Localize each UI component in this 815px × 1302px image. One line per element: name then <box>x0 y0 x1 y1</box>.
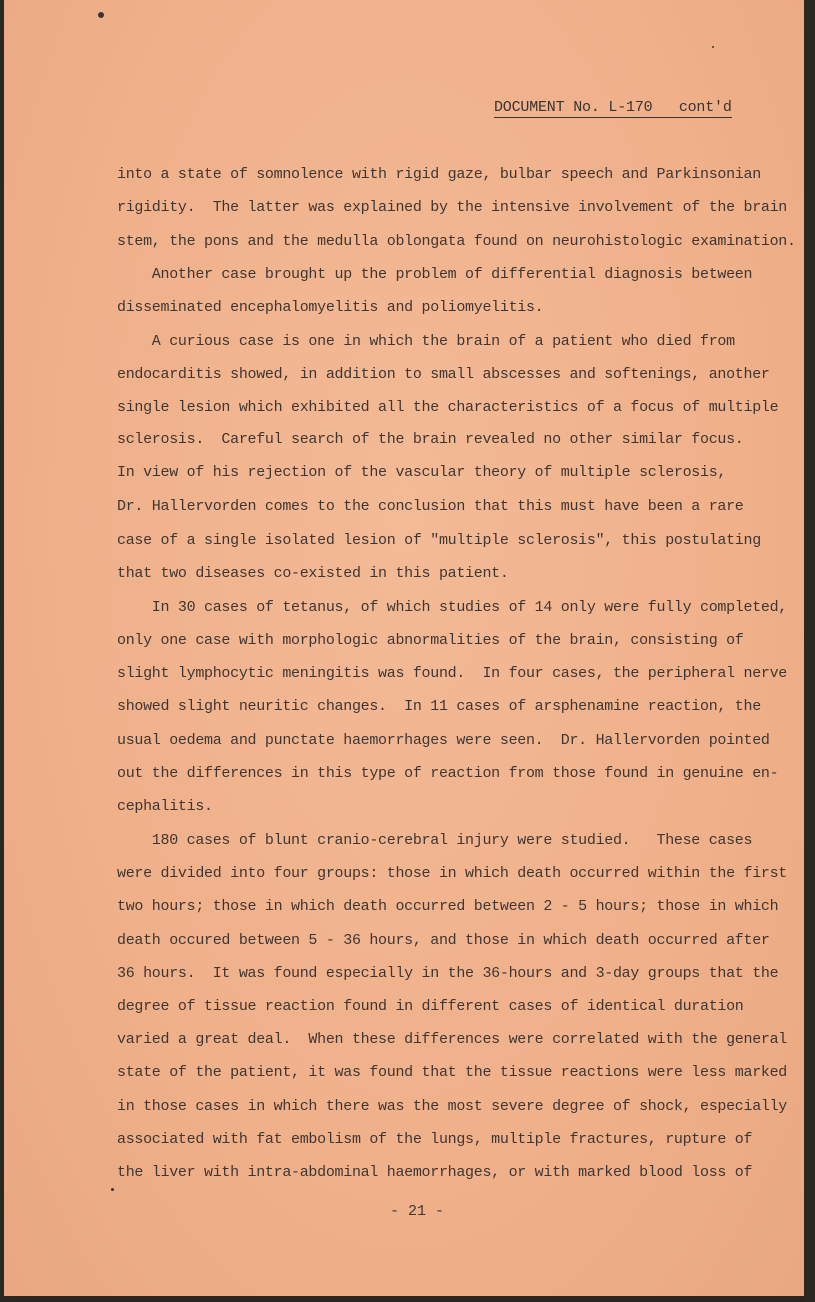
text-line: two hours; those in which death occurred between 2 - 5 hours; those in which <box>117 898 779 915</box>
text-line: in those cases in which there was the most severe degree of shock, especially <box>117 1098 788 1115</box>
text-line: In view of his rejection of the vascular theory of multiple sclerosis, <box>117 464 727 481</box>
ink-speck <box>98 12 104 18</box>
text-line: In 30 cases of tetanus, of which studies of 14 only were fully completed, <box>117 599 788 616</box>
text-line: only one case with morphologic abnormalities of the brain, consisting of <box>117 632 744 649</box>
text-line: that two diseases co-existed in this patient. <box>117 565 509 582</box>
text-line: the liver with intra-abdominal haemorrhages, or with marked blood loss of <box>117 1164 753 1181</box>
ink-speck <box>111 1188 114 1191</box>
text-line: varied a great deal. When these differences were correlated with the general <box>117 1031 788 1048</box>
text-line: rigidity. The latter was explained by the intensive involvement of the brain <box>117 199 788 216</box>
text-line: slight lymphocytic meningitis was found. In four cases, the peripheral nerve <box>117 665 788 682</box>
text-line: Dr. Hallervorden comes to the conclusion that this must have been a rare <box>117 498 744 515</box>
text-line: state of the patient, it was found that the tissue reactions were less marked <box>117 1064 788 1081</box>
text-line: showed slight neuritic changes. In 11 cases of arsphenamine reaction, the <box>117 698 761 715</box>
document-header: DOCUMENT No. L-170 cont'd <box>494 99 732 116</box>
text-line: 180 cases of blunt cranio-cerebral injury were studied. These cases <box>117 832 753 849</box>
text-line: disseminated encephalomyelitis and poliomyelitis. <box>117 299 544 316</box>
text-line: out the differences in this type of reaction from those found in genuine en- <box>117 765 779 782</box>
text-line: A curious case is one in which the brain of a patient who died from <box>117 333 735 350</box>
text-line: into a state of somnolence with rigid gaze, bulbar speech and Parkinsonian <box>117 166 761 183</box>
text-line: usual oedema and punctate haemorrhages were seen. Dr. Hallervorden pointed <box>117 732 770 749</box>
text-line: single lesion which exhibited all the characteristics of a focus of multiple <box>117 399 779 416</box>
text-line: sclerosis. Careful search of the brain revealed no other similar focus. <box>117 431 744 448</box>
text-line: associated with fat embolism of the lungs, multiple fractures, rupture of <box>117 1131 753 1148</box>
text-line: were divided into four groups: those in which death occurred within the first <box>117 865 788 882</box>
text-line: 36 hours. It was found especially in the 36-hours and 3-day groups that the <box>117 965 779 982</box>
page-number: - 21 - <box>390 1203 445 1220</box>
text-line: death occured between 5 - 36 hours, and those in which death occurred after <box>117 932 770 949</box>
text-line: Another case brought up the problem of differential diagnosis between <box>117 266 753 283</box>
text-line: cephalitis. <box>117 798 213 815</box>
ink-speck <box>712 46 714 48</box>
text-line: case of a single isolated lesion of "multiple sclerosis", this postulating <box>117 532 761 549</box>
text-line: degree of tissue reaction found in different cases of identical duration <box>117 998 744 1015</box>
text-line: endocarditis showed, in addition to small abscesses and softenings, another <box>117 366 770 383</box>
text-line: stem, the pons and the medulla oblongata found on neurohistologic examination. <box>117 233 796 250</box>
